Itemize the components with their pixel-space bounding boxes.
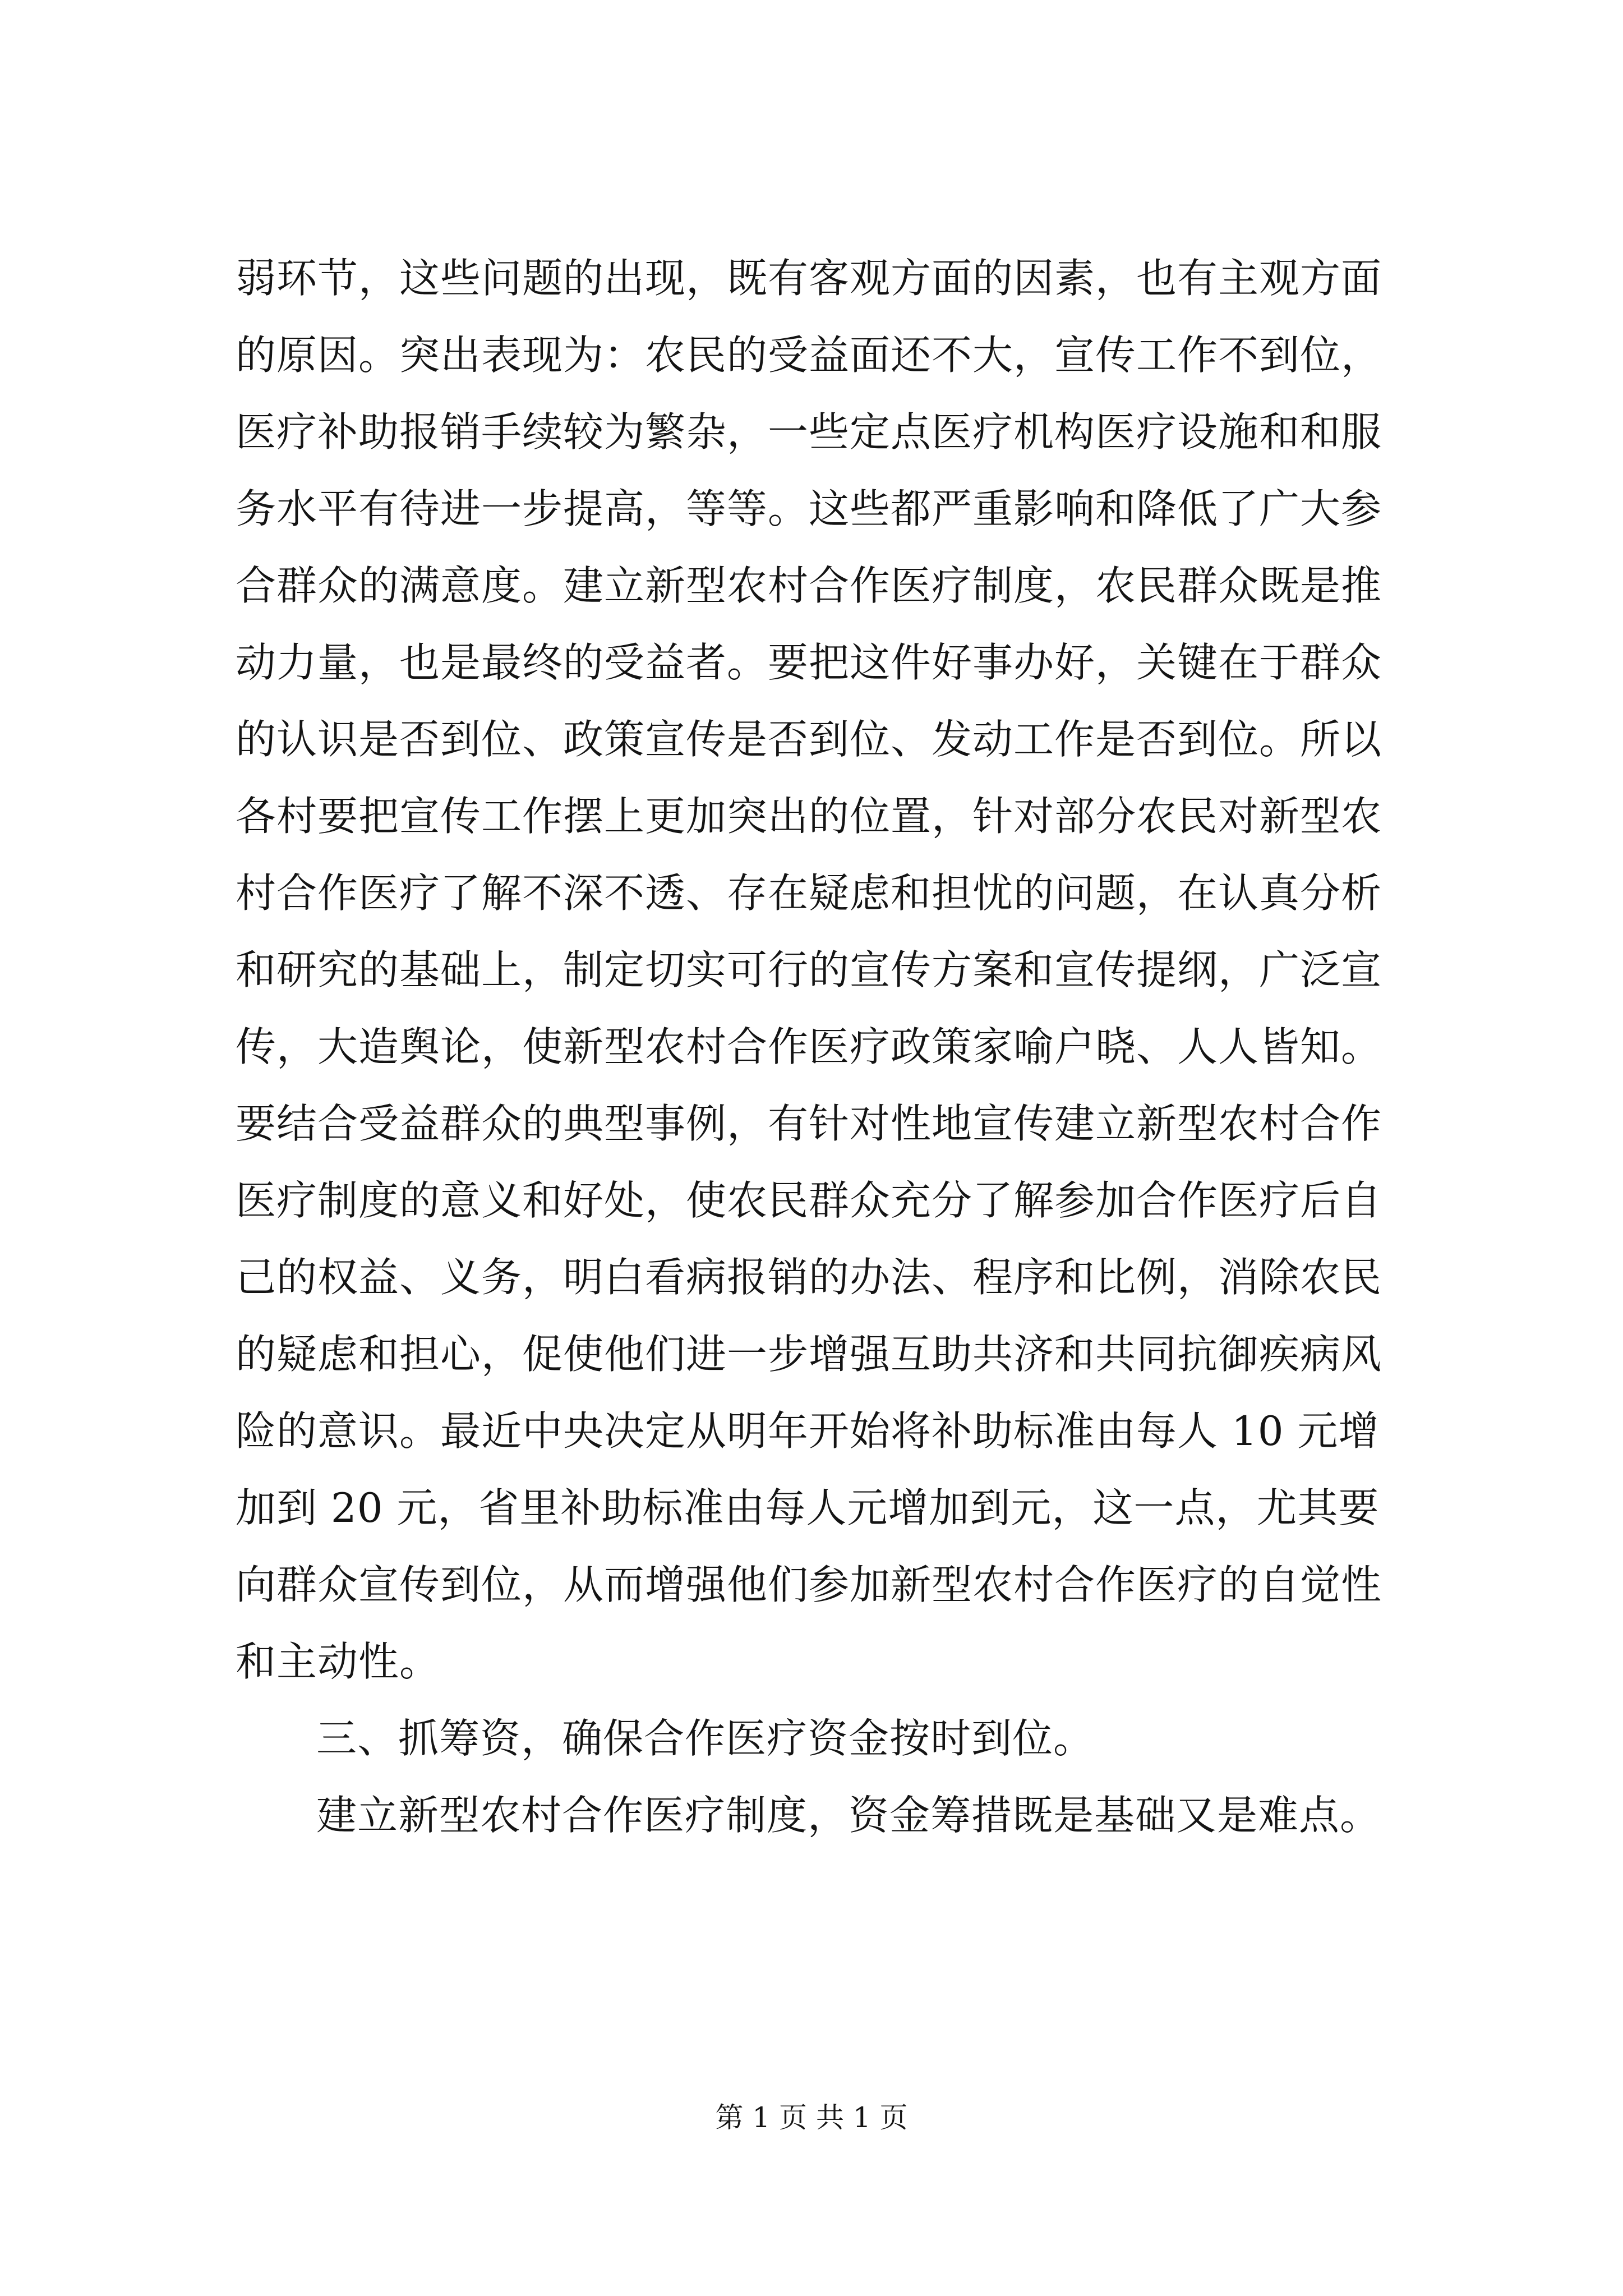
text-line: 医疗制度的意义和好处，使农民群众充分了解参加合作医疗后自 <box>236 1177 1382 1224</box>
text-line: 建立新型农村合作医疗制度，资金筹措既是基础又是难点。 <box>316 1792 1381 1839</box>
text-line: 动力量，也是最终的受益者。要把这件好事办好，关键在于群众 <box>236 639 1382 686</box>
text-line: 传，大造舆论，使新型农村合作医疗政策家喻户晓、人人皆知。 <box>236 1023 1382 1070</box>
text-line: 和主动性。 <box>236 1638 441 1685</box>
text-line: 各村要把宣传工作摆上更加突出的位置，针对部分农民对新型农 <box>236 793 1382 840</box>
text-line: 村合作医疗了解不深不透、存在疑虑和担忧的问题，在认真分析 <box>236 869 1382 917</box>
text-line: 的原因。突出表现为：农民的受益面还不大，宣传工作不到位， <box>236 332 1382 379</box>
text-line: 向群众宣传到位，从而增强他们参加新型农村合作医疗的自觉性 <box>236 1561 1382 1608</box>
page-number-footer: 第 1 页 共 1 页 <box>715 2101 908 2134</box>
text-line: 加到 20 元，省里补助标准由每人元增加到元，这一点，尤其要 <box>236 1484 1380 1531</box>
text-line: 的疑虑和担心，促使他们进一步增强互助共济和共同抗御疾病风 <box>236 1331 1382 1378</box>
text-line: 务水平有待进一步提高，等等。这些都严重影响和降低了广大参 <box>236 485 1382 532</box>
text-line: 己的权益、义务，明白看病报销的办法、程序和比例，消除农民 <box>236 1254 1382 1301</box>
section-heading: 三、抓筹资，确保合作医疗资金按时到位。 <box>316 1715 1095 1762</box>
text-line: 弱环节，这些问题的出现，既有客观方面的因素，也有主观方面 <box>236 255 1382 302</box>
text-line: 要结合受益群众的典型事例，有针对性地宣传建立新型农村合作 <box>236 1100 1382 1147</box>
text-line: 和研究的基础上，制定切实可行的宣传方案和宣传提纲，广泛宣 <box>236 946 1382 993</box>
text-line: 医疗补助报销手续较为繁杂，一些定点医疗机构医疗设施和和服 <box>236 408 1382 455</box>
text-line: 合群众的满意度。建立新型农村合作医疗制度，农民群众既是推 <box>236 562 1382 609</box>
text-line: 险的意识。最近中央决定从明年开始将补助标准由每人 10 元增 <box>236 1407 1380 1455</box>
text-line: 的认识是否到位、政策宣传是否到位、发动工作是否到位。所以 <box>236 716 1382 763</box>
